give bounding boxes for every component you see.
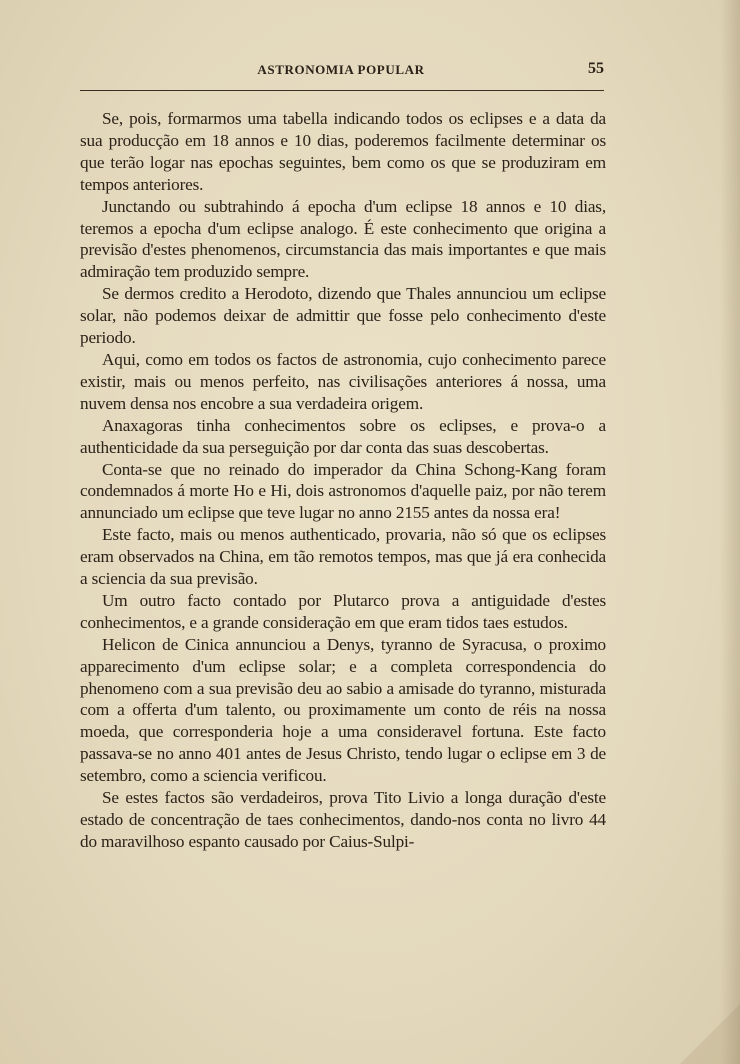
running-title: ASTRONOMIA POPULAR	[257, 62, 425, 77]
page-corner	[680, 1004, 740, 1064]
page-number: 55	[588, 60, 604, 77]
body-text	[80, 108, 606, 853]
paragraph: Este facto, mais ou menos authenticado, provaria, não só que os eclipses eram observados na China, em tão remotos tempos, mas que já era conhecida a sciencia da sua previsão.	[80, 525, 606, 589]
paragraph: Anaxagoras tinha conhecimentos sobre os eclipses, e prova-o a authenticidade da sua perseguição por dar conta das suas descobertas.	[80, 415, 606, 457]
paragraph: Um outro facto contado por Plutarco prova a antiguidade d'estes conhecimentos, e a grande consideração em que eram tidos taes estudos.	[80, 590, 606, 632]
paragraph: Helicon de Cinica annunciou a Denys, tyranno de Syracusa, o proximo apparecimento d'um eclipse solar; e a completa correspondencia do phenomeno com a sua previsão deu ao sabio a amisade do tyranno, misturada com a offerta d'um talento, ou proximamente um conto de réis na nossa moeda, que corresponderia hoje a uma consideravel fortuna. Este facto passava-se no anno 401 antes de Jesus Christo, tendo lugar o eclipse em 3 de setembro, como a sciencia verificou.	[80, 634, 606, 786]
paragraph: Conta-se que no reinado do imperador da China Schong-Kang foram condemnados á morte Ho e Hi, dois astronomos d'aquelle paiz, por não terem annunciado um eclipse que teve lugar no anno 2155 antes da nossa era!	[80, 459, 606, 523]
paragraph: Se estes factos são verdadeiros, prova Tito Livio a longa duração d'este estado de concentração de taes conhecimentos, dando-nos conta no livro 44 do maravilhoso espanto causado por Caius-Sulpi-	[80, 788, 606, 851]
paragraph: Aqui, como em todos os factos de astronomia, cujo conhecimento parece existir, mais ou menos perfeito, nas civilisações anteriores á nossa, uma nuvem densa nos encobre a sua verdadeira origem.	[80, 349, 606, 413]
paragraph: Se, pois, formarmos uma tabella indicando todos os eclipses e a data da sua producção em 18 annos e 10 dias, poderemos facilmente determinar os que terão logar nas epochas seguintes, bem como os que se produziram em tempos anteriores.	[80, 109, 606, 194]
page-edge-shadow	[720, 0, 740, 1064]
paragraph: Se dermos credito a Herodoto, dizendo que Thales annunciou um eclipse solar, não podemos deixar de admittir que fosse pelo conhecimento d'este periodo.	[80, 284, 606, 348]
page-header	[76, 60, 606, 84]
header-rule	[80, 90, 604, 91]
paragraph: Junctando ou subtrahindo á epocha d'um eclipse 18 annos e 10 dias, teremos a epocha d'um eclipse analogo. É este conhecimento que origina a previsão d'estes phenomenos, circumstancia das mais importantes e que mais admiração tem produzido sempre.	[80, 196, 606, 282]
